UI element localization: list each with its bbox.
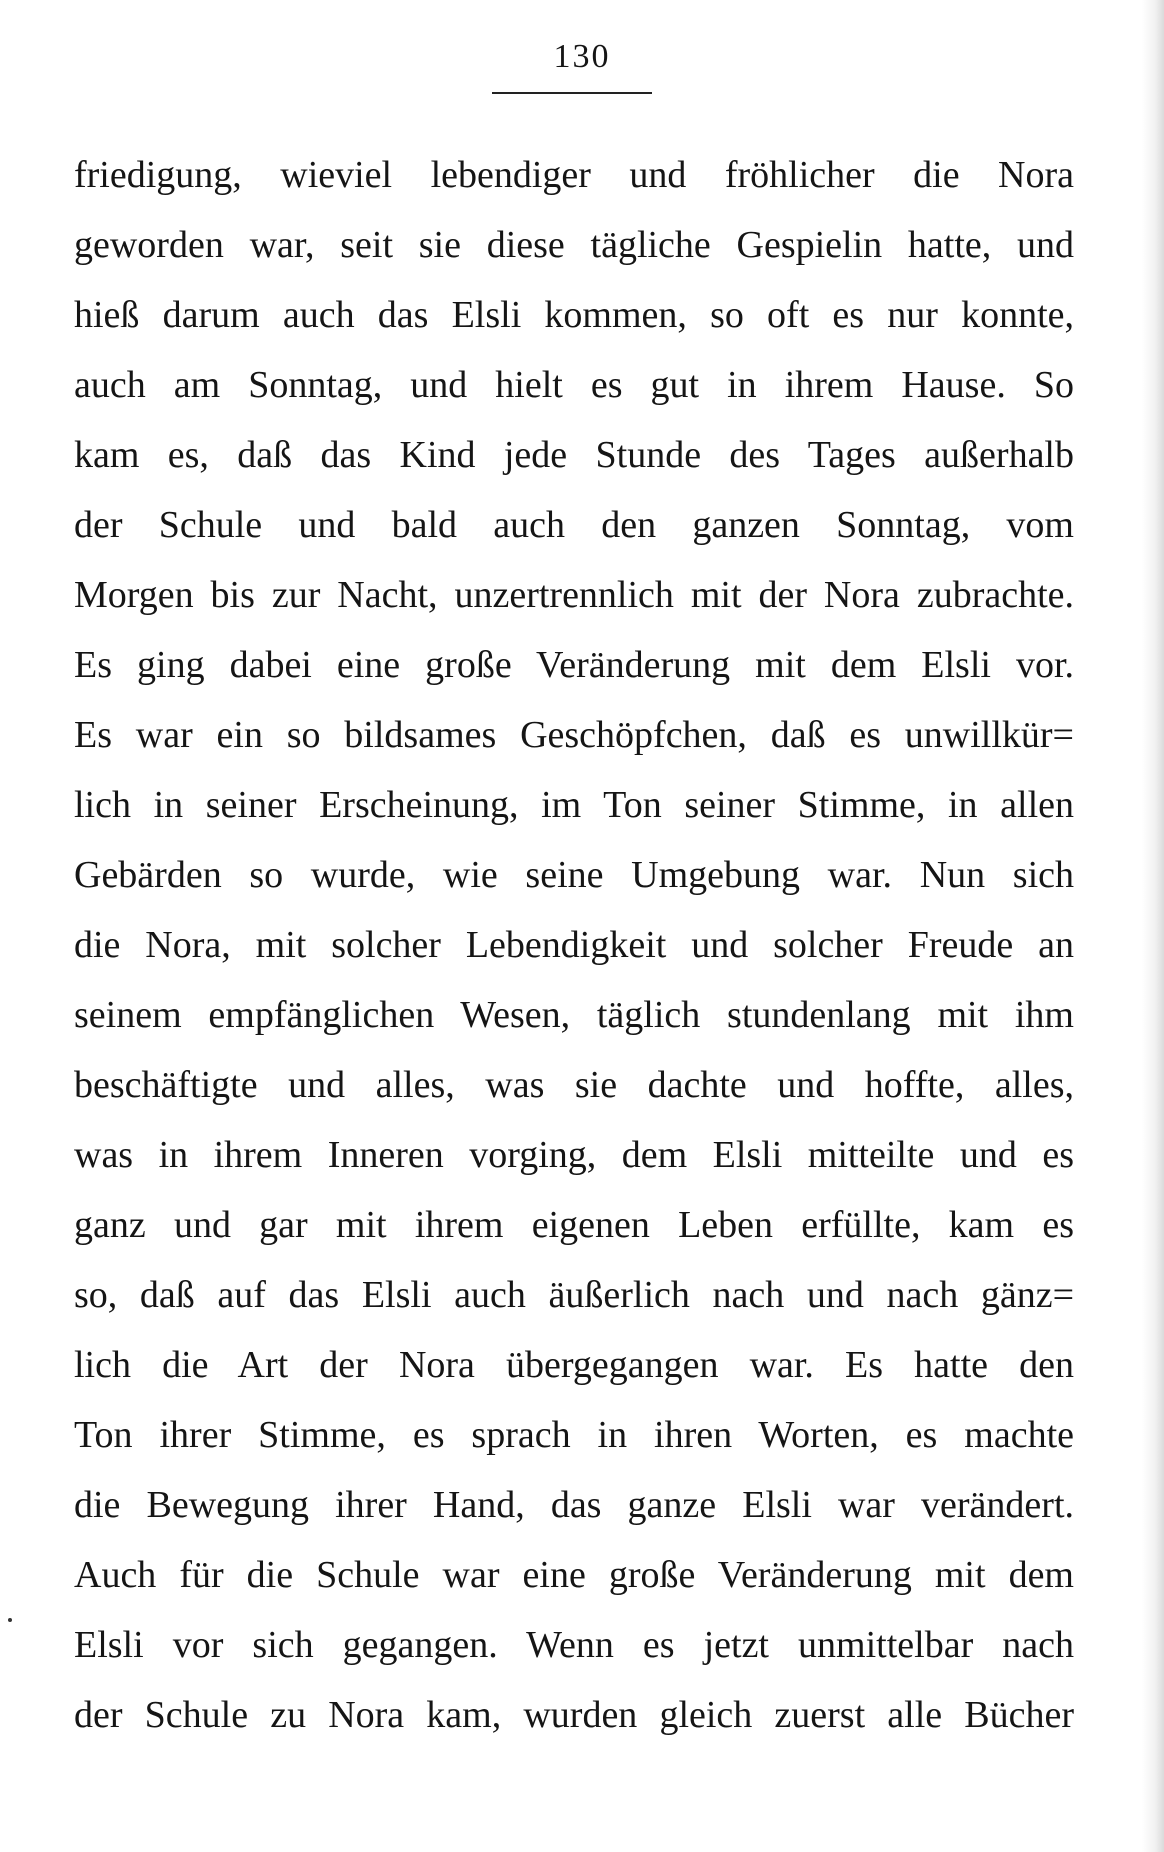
text-line: Es war ein so bildsames Geschöpfchen, daß es unwillkür= [74, 714, 1074, 756]
text-line: kam es, daß das Kind jede Stunde des Tages außerhalb [74, 434, 1074, 476]
text-line: die Bewegung ihrer Hand, das ganze Elsli war verändert. [74, 1484, 1074, 1526]
text-line: der Schule und bald auch den ganzen Sonntag, vom [74, 504, 1074, 546]
text-line: Ton ihrer Stimme, es sprach in ihren Worten, es machte [74, 1414, 1074, 1456]
scan-edge-shadow [1142, 0, 1164, 1852]
body-text [74, 140, 1074, 1750]
text-line: geworden war, seit sie diese tägliche Gespielin hatte, und [74, 224, 1074, 266]
page-number: 130 [553, 38, 611, 75]
text-line: lich die Art der Nora übergegangen war. Es hatte den [74, 1344, 1074, 1386]
text-line: der Schule zu Nora kam, wurden gleich zuerst alle Bücher [74, 1694, 1074, 1736]
text-line: Auch für die Schule war eine große Veränderung mit dem [74, 1554, 1074, 1596]
header-rule [492, 92, 652, 94]
text-line: was in ihrem Inneren vorging, dem Elsli mitteilte und es [74, 1134, 1074, 1176]
text-line: lich in seiner Erscheinung, im Ton seiner Stimme, in allen [74, 784, 1074, 826]
text-line: friedigung, wieviel lebendiger und fröhlicher die Nora [74, 154, 1074, 196]
scan-speck [8, 1618, 12, 1622]
text-line: beschäftigte und alles, was sie dachte und hoffte, alles, [74, 1064, 1074, 1106]
text-line: hieß darum auch das Elsli kommen, so oft es nur konnte, [74, 294, 1074, 336]
text-line: ganz und gar mit ihrem eigenen Leben erfüllte, kam es [74, 1204, 1074, 1246]
text-line: seinem empfänglichen Wesen, täglich stundenlang mit ihm [74, 994, 1074, 1036]
text-line: die Nora, mit solcher Lebendigkeit und solcher Freude an [74, 924, 1074, 966]
text-line: Es ging dabei eine große Veränderung mit dem Elsli vor. [74, 644, 1074, 686]
text-line: Gebärden so wurde, wie seine Umgebung war. Nun sich [74, 854, 1074, 896]
text-line: Elsli vor sich gegangen. Wenn es jetzt unmittelbar nach [74, 1624, 1074, 1666]
text-line: Morgen bis zur Nacht, unzertrennlich mit der Nora zubrachte. [74, 574, 1074, 616]
text-line: so, daß auf das Elsli auch äußerlich nach und nach gänz= [74, 1274, 1074, 1316]
text-line: auch am Sonntag, und hielt es gut in ihrem Hause. So [74, 364, 1074, 406]
